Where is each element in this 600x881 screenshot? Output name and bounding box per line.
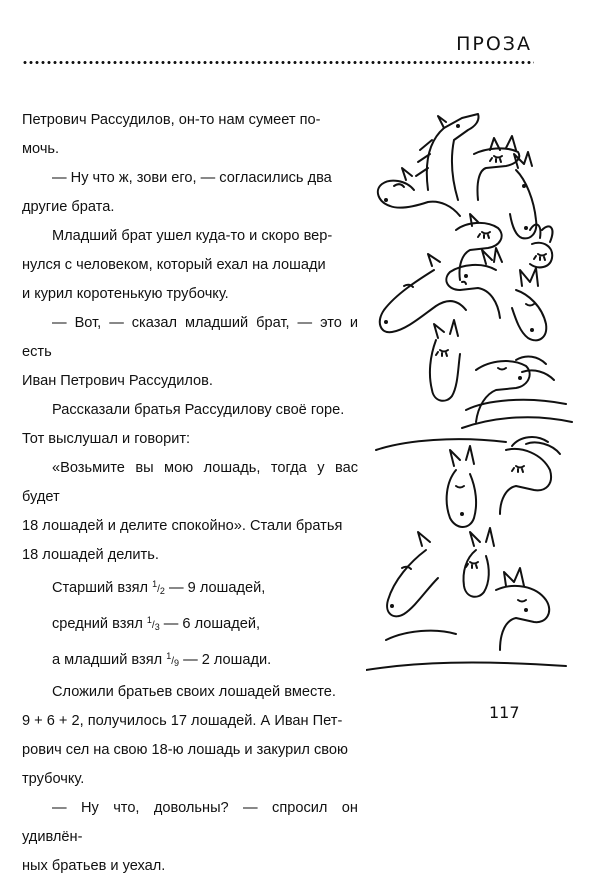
fraction: $^1/_2$ (152, 579, 165, 596)
share-rest: — 2 лошади. (183, 652, 272, 668)
fraction-denominator: 2 (159, 586, 165, 596)
text-line: нулся с человеком, который ехал на лошади (22, 257, 326, 273)
share-line (22, 642, 358, 678)
text-line: и курил коротенькую трубочку. (22, 286, 229, 302)
fraction-denominator: 3 (154, 622, 160, 632)
share-line (22, 606, 358, 642)
text-line: мочь. (22, 141, 60, 157)
text-line: ных братьев и уехал. (22, 858, 166, 874)
dotted-divider (22, 60, 534, 65)
section-title: ПРОЗА (456, 33, 532, 55)
fraction: $^1/_3$ (146, 615, 160, 632)
text-line: «Возьмите вы мою лошадь, тогда у вас будет (22, 460, 358, 505)
text-line: — Ну что, довольны? — спросил он удивлён- (22, 800, 358, 845)
text-line: 9 + 6 + 2, получилось 17 лошадей. А Иван Пет- (22, 713, 343, 729)
text-line: — Вот, — сказал младший брат, — это и есть (22, 315, 358, 360)
text-line: Младший брат ушел куда-то и скоро вер- (52, 228, 333, 244)
share-rest: — 6 лошадей, (163, 616, 261, 632)
fraction-numerator: 1 (146, 615, 152, 625)
share-rest: — 9 лошадей, (169, 580, 266, 596)
text-line: — Ну что ж, зови его, — согласились два (52, 170, 332, 186)
fraction-numerator: 1 (166, 651, 172, 661)
text-line: Сложили братьев своих лошадей вместе. (52, 684, 336, 700)
text-line: рович сел на свою 18-ю лошадь и закурил свою (22, 742, 348, 758)
page-number: 117 (489, 703, 520, 722)
share-who: Старший взял (52, 580, 149, 596)
text-line: 18 лошадей и делите спокойно». Стали братья (22, 518, 343, 534)
text-line: Рассказали братья Рассудилову своё горе. (52, 402, 345, 418)
share-who: средний взял (52, 616, 143, 632)
story-text (22, 106, 358, 881)
text-line: 18 лошадей делить. (22, 547, 159, 563)
fraction-numerator: 1 (152, 579, 158, 589)
text-line: Петрович Рассудилов, он-то нам сумеет по- (22, 112, 321, 128)
share-who: а младший взял (52, 652, 163, 668)
text-line: другие брата. (22, 199, 115, 215)
text-line: Иван Петрович Рассудилов. (22, 373, 213, 389)
fraction: $^1/_9$ (166, 651, 179, 668)
text-line: трубочку. (22, 771, 85, 787)
fraction-denominator: 9 (173, 658, 179, 668)
horses-herd-illustration (366, 110, 576, 690)
text-line: Тот выслушал и говорит: (22, 431, 191, 447)
share-line (22, 570, 358, 606)
